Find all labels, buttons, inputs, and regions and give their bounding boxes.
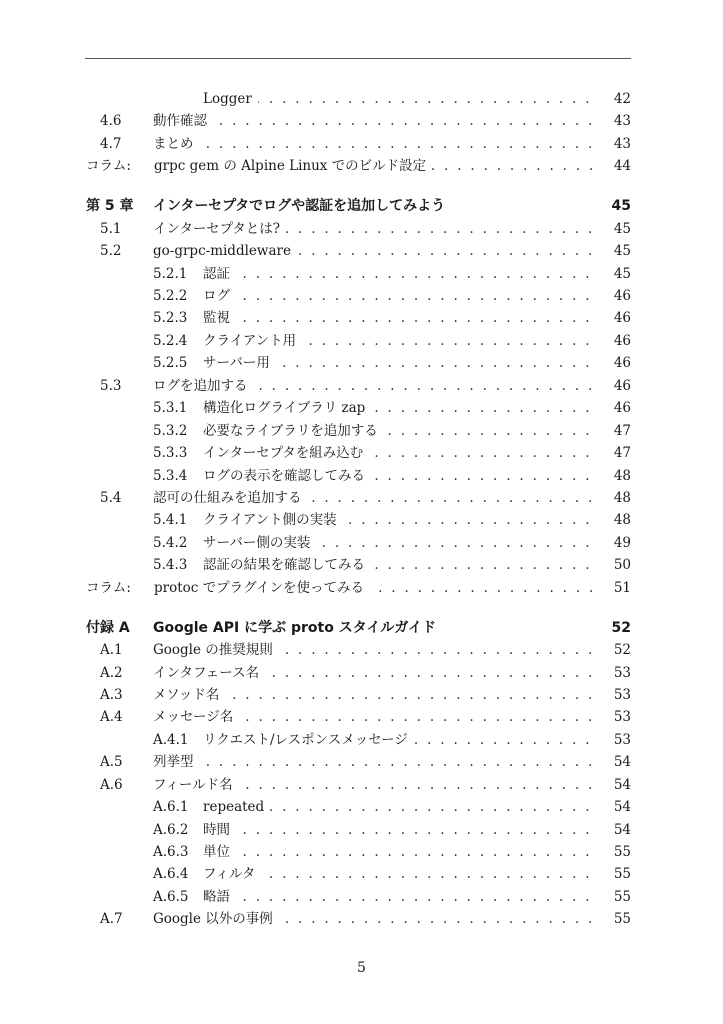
toc-entry-page: 47 xyxy=(613,445,631,462)
toc-entry[interactable] xyxy=(86,639,631,661)
toc-entry-title: grpc gem の Alpine Linux でのビルド設定 xyxy=(154,155,432,177)
toc-entry-page: 53 xyxy=(613,709,631,726)
dot-leader xyxy=(203,263,593,285)
toc-entry-title: Google 以外の事例 xyxy=(153,908,279,930)
toc-entry-title: ログ xyxy=(203,285,236,307)
toc-entry[interactable] xyxy=(86,532,631,554)
toc-entry[interactable] xyxy=(86,263,631,285)
toc-entry-number: 5.1 xyxy=(100,220,122,237)
toc-entry-number: 4.6 xyxy=(100,113,122,130)
toc-entry-number: 5.4 xyxy=(100,489,122,506)
toc-entry-page: 49 xyxy=(613,534,631,551)
toc-entry-page: 52 xyxy=(611,619,631,636)
dot-leader xyxy=(203,819,593,841)
toc-entry[interactable] xyxy=(86,352,631,374)
toc-entry-page: 47 xyxy=(613,422,631,439)
toc-entry[interactable] xyxy=(86,577,631,599)
toc-entry-page: 48 xyxy=(613,489,631,506)
toc-entry-number: A.6.5 xyxy=(153,888,189,905)
toc-chapter-entry[interactable] xyxy=(86,617,631,639)
toc-entry-page: 55 xyxy=(613,866,631,883)
toc-entry-number: 4.7 xyxy=(100,135,122,152)
toc-entry-page: 53 xyxy=(613,686,631,703)
toc-entry-page: 51 xyxy=(613,579,631,596)
toc-entry-number: A.6.4 xyxy=(153,866,189,883)
page-number: 5 xyxy=(357,960,366,976)
toc-entry-page: 48 xyxy=(613,512,631,529)
toc-entry-number: 第 5 章 xyxy=(86,198,134,215)
toc-entry-number: A.7 xyxy=(100,911,123,928)
toc-entry-number: 5.2.2 xyxy=(153,288,188,304)
toc-entry-title: フィルタ xyxy=(203,863,261,885)
toc-entry[interactable] xyxy=(86,218,631,240)
dot-leader xyxy=(203,841,593,863)
toc-entry-page: 52 xyxy=(613,642,631,659)
toc-entry-title: go-grpc-middleware xyxy=(153,240,297,262)
dot-leader xyxy=(203,285,593,307)
toc-entry-title: ログの表示を確認してみる xyxy=(203,465,371,487)
toc-entry[interactable] xyxy=(86,706,631,728)
toc-entry[interactable] xyxy=(86,774,631,796)
toc-entry[interactable] xyxy=(86,509,631,531)
toc-entry-title: クライアント側の実装 xyxy=(203,509,343,531)
toc-entry[interactable] xyxy=(86,487,631,509)
toc-entry-page: 54 xyxy=(613,776,631,793)
toc-entry[interactable] xyxy=(86,841,631,863)
toc-entry[interactable] xyxy=(86,662,631,684)
toc-entry[interactable] xyxy=(86,330,631,352)
toc-entry[interactable] xyxy=(86,285,631,307)
toc-entry-page: 46 xyxy=(613,400,631,417)
toc-entry-page: 42 xyxy=(613,91,631,107)
toc-entry[interactable] xyxy=(86,155,631,177)
toc-entry-title: インターセプタを組み込む xyxy=(203,442,369,464)
toc-entry-page: 43 xyxy=(613,135,631,152)
toc-entry-page: 45 xyxy=(613,243,631,260)
toc-entry-number: 5.2.5 xyxy=(153,355,188,372)
toc-entry-title: メッセージ名 xyxy=(153,706,239,728)
toc-entry-title: 認可の仕組みを追加する xyxy=(153,487,308,509)
toc-entry-number: A.6.3 xyxy=(153,844,189,860)
toc-entry-number: 5.4.3 xyxy=(153,557,188,574)
dot-leader xyxy=(153,110,593,132)
toc-entry-number: A.6 xyxy=(100,776,123,793)
toc-entry-number: 5.3 xyxy=(100,377,122,394)
toc-entry-title: インターセプタとは? xyxy=(153,218,286,240)
toc-entry-page: 55 xyxy=(613,911,631,928)
toc-entry[interactable] xyxy=(86,88,631,110)
toc-entry-number: コラム: xyxy=(86,579,131,596)
toc-entry-number: 5.2.3 xyxy=(153,310,188,327)
toc-entry-title: 動作確認 xyxy=(153,110,213,132)
toc-entry-number: 5.2.1 xyxy=(153,265,188,282)
toc-entry-page: 46 xyxy=(613,355,631,372)
toc-entry-page: 54 xyxy=(613,799,631,816)
dot-leader xyxy=(203,886,593,908)
toc-entry-page: 46 xyxy=(613,288,631,304)
toc-entry-number: A.1 xyxy=(100,642,123,659)
toc-entry-number: 5.4.2 xyxy=(153,534,188,551)
toc-entry-number: A.4.1 xyxy=(153,731,189,748)
toc-entry-title: ログを追加する xyxy=(153,375,254,397)
toc-entry-title: クライアント用 xyxy=(203,330,302,352)
toc-entry-title: メソッド名 xyxy=(153,684,225,706)
toc-entry-number: 5.3.4 xyxy=(153,467,188,484)
toc-entry-page: 43 xyxy=(613,113,631,130)
toc-entry[interactable] xyxy=(86,110,631,132)
toc-entry-number: 付録 A xyxy=(86,619,130,636)
toc-entry[interactable] xyxy=(86,684,631,706)
toc-entry[interactable] xyxy=(86,863,631,885)
toc-entry-title: 認証の結果を確認してみる xyxy=(203,554,371,576)
toc-entry-title: Google API に学ぶ proto スタイルガイド xyxy=(153,619,436,636)
header-rule xyxy=(85,58,631,59)
toc-entry-number: A.6.2 xyxy=(153,821,189,838)
toc-entry-page: 54 xyxy=(613,754,631,771)
toc-entry-title: リクエスト/レスポンスメッセージ xyxy=(203,729,414,751)
toc-entry[interactable] xyxy=(86,420,631,442)
toc-entry-page: 55 xyxy=(613,888,631,905)
toc-entry[interactable] xyxy=(86,819,631,841)
dot-leader xyxy=(153,133,593,155)
toc-entry-page: 53 xyxy=(613,731,631,748)
toc-entry-number: 5.2.4 xyxy=(153,332,188,349)
toc-entry-number: 5.3.1 xyxy=(153,400,188,417)
toc-entry-title: Logger xyxy=(203,88,258,110)
toc-entry-number: コラム: xyxy=(86,158,131,175)
toc-entry-page: 46 xyxy=(613,310,631,327)
toc-entry-number: 5.2 xyxy=(100,243,122,260)
toc-entry[interactable] xyxy=(86,886,631,908)
toc-entry-number: A.6.1 xyxy=(153,799,189,816)
toc-entry-page: 45 xyxy=(613,265,631,282)
toc-entry-title: 必要なライブラリを追加する xyxy=(203,420,384,442)
table-of-contents xyxy=(86,88,631,931)
toc-entry-page: 53 xyxy=(613,664,631,681)
toc-entry[interactable] xyxy=(86,240,631,262)
dot-leader xyxy=(203,88,593,110)
toc-entry-title: 列挙型 xyxy=(153,751,200,773)
toc-entry-page: 45 xyxy=(613,220,631,237)
toc-entry-title: サーバー用 xyxy=(203,352,276,374)
toc-entry-title: 認証 xyxy=(203,263,236,285)
toc-entry-title: 略語 xyxy=(203,886,236,908)
toc-entry[interactable] xyxy=(86,133,631,155)
toc-entry[interactable] xyxy=(86,751,631,773)
toc-entry-page: 54 xyxy=(613,821,631,838)
toc-entry-title: サーバー側の実装 xyxy=(203,532,316,554)
toc-entry[interactable] xyxy=(86,729,631,751)
toc-entry-number: 5.3.3 xyxy=(153,445,188,462)
toc-entry-page: 50 xyxy=(613,557,631,574)
toc-entry[interactable] xyxy=(86,307,631,329)
toc-entry-page: 44 xyxy=(613,158,631,175)
toc-entry-title: 単位 xyxy=(203,841,236,863)
toc-entry-page: 46 xyxy=(613,332,631,349)
toc-entry[interactable] xyxy=(86,796,631,818)
toc-entry-title: 構造化ログライブラリ zap xyxy=(203,397,371,419)
toc-entry-number: A.4 xyxy=(100,709,123,726)
toc-entry-title: フィールド名 xyxy=(153,774,239,796)
toc-entry[interactable] xyxy=(86,554,631,576)
dot-leader xyxy=(203,307,593,329)
toc-entry-title: 時間 xyxy=(203,819,236,841)
toc-entry[interactable] xyxy=(86,442,631,464)
toc-entry-title: インタフェース名 xyxy=(153,662,265,684)
toc-chapter-entry[interactable] xyxy=(86,195,631,217)
toc-entry-page: 45 xyxy=(611,198,631,215)
toc-entry-number: A.3 xyxy=(100,686,123,703)
dot-leader xyxy=(153,751,593,773)
toc-entry-number: A.2 xyxy=(100,664,123,681)
toc-entry-title: Google の推奨規則 xyxy=(153,639,279,661)
toc-entry[interactable] xyxy=(86,375,631,397)
toc-entry-title: まとめ xyxy=(153,133,200,155)
toc-entry-page: 48 xyxy=(613,467,631,484)
toc-entry-title: repeated xyxy=(203,796,270,818)
toc-entry-title: インターセプタでログや認証を追加してみよう xyxy=(153,198,446,215)
toc-entry-title: 監視 xyxy=(203,307,236,329)
dot-leader xyxy=(203,863,593,885)
toc-entry-number: 5.4.1 xyxy=(153,512,188,529)
toc-entry[interactable] xyxy=(86,397,631,419)
toc-entry-number: A.5 xyxy=(100,754,123,771)
toc-entry-page: 46 xyxy=(613,377,631,394)
toc-entry-page: 55 xyxy=(613,844,631,860)
toc-entry-title: protoc でプラグインを使ってみる xyxy=(154,577,370,599)
toc-entry-number: 5.3.2 xyxy=(153,422,188,439)
toc-entry[interactable] xyxy=(86,465,631,487)
toc-entry[interactable] xyxy=(86,908,631,930)
